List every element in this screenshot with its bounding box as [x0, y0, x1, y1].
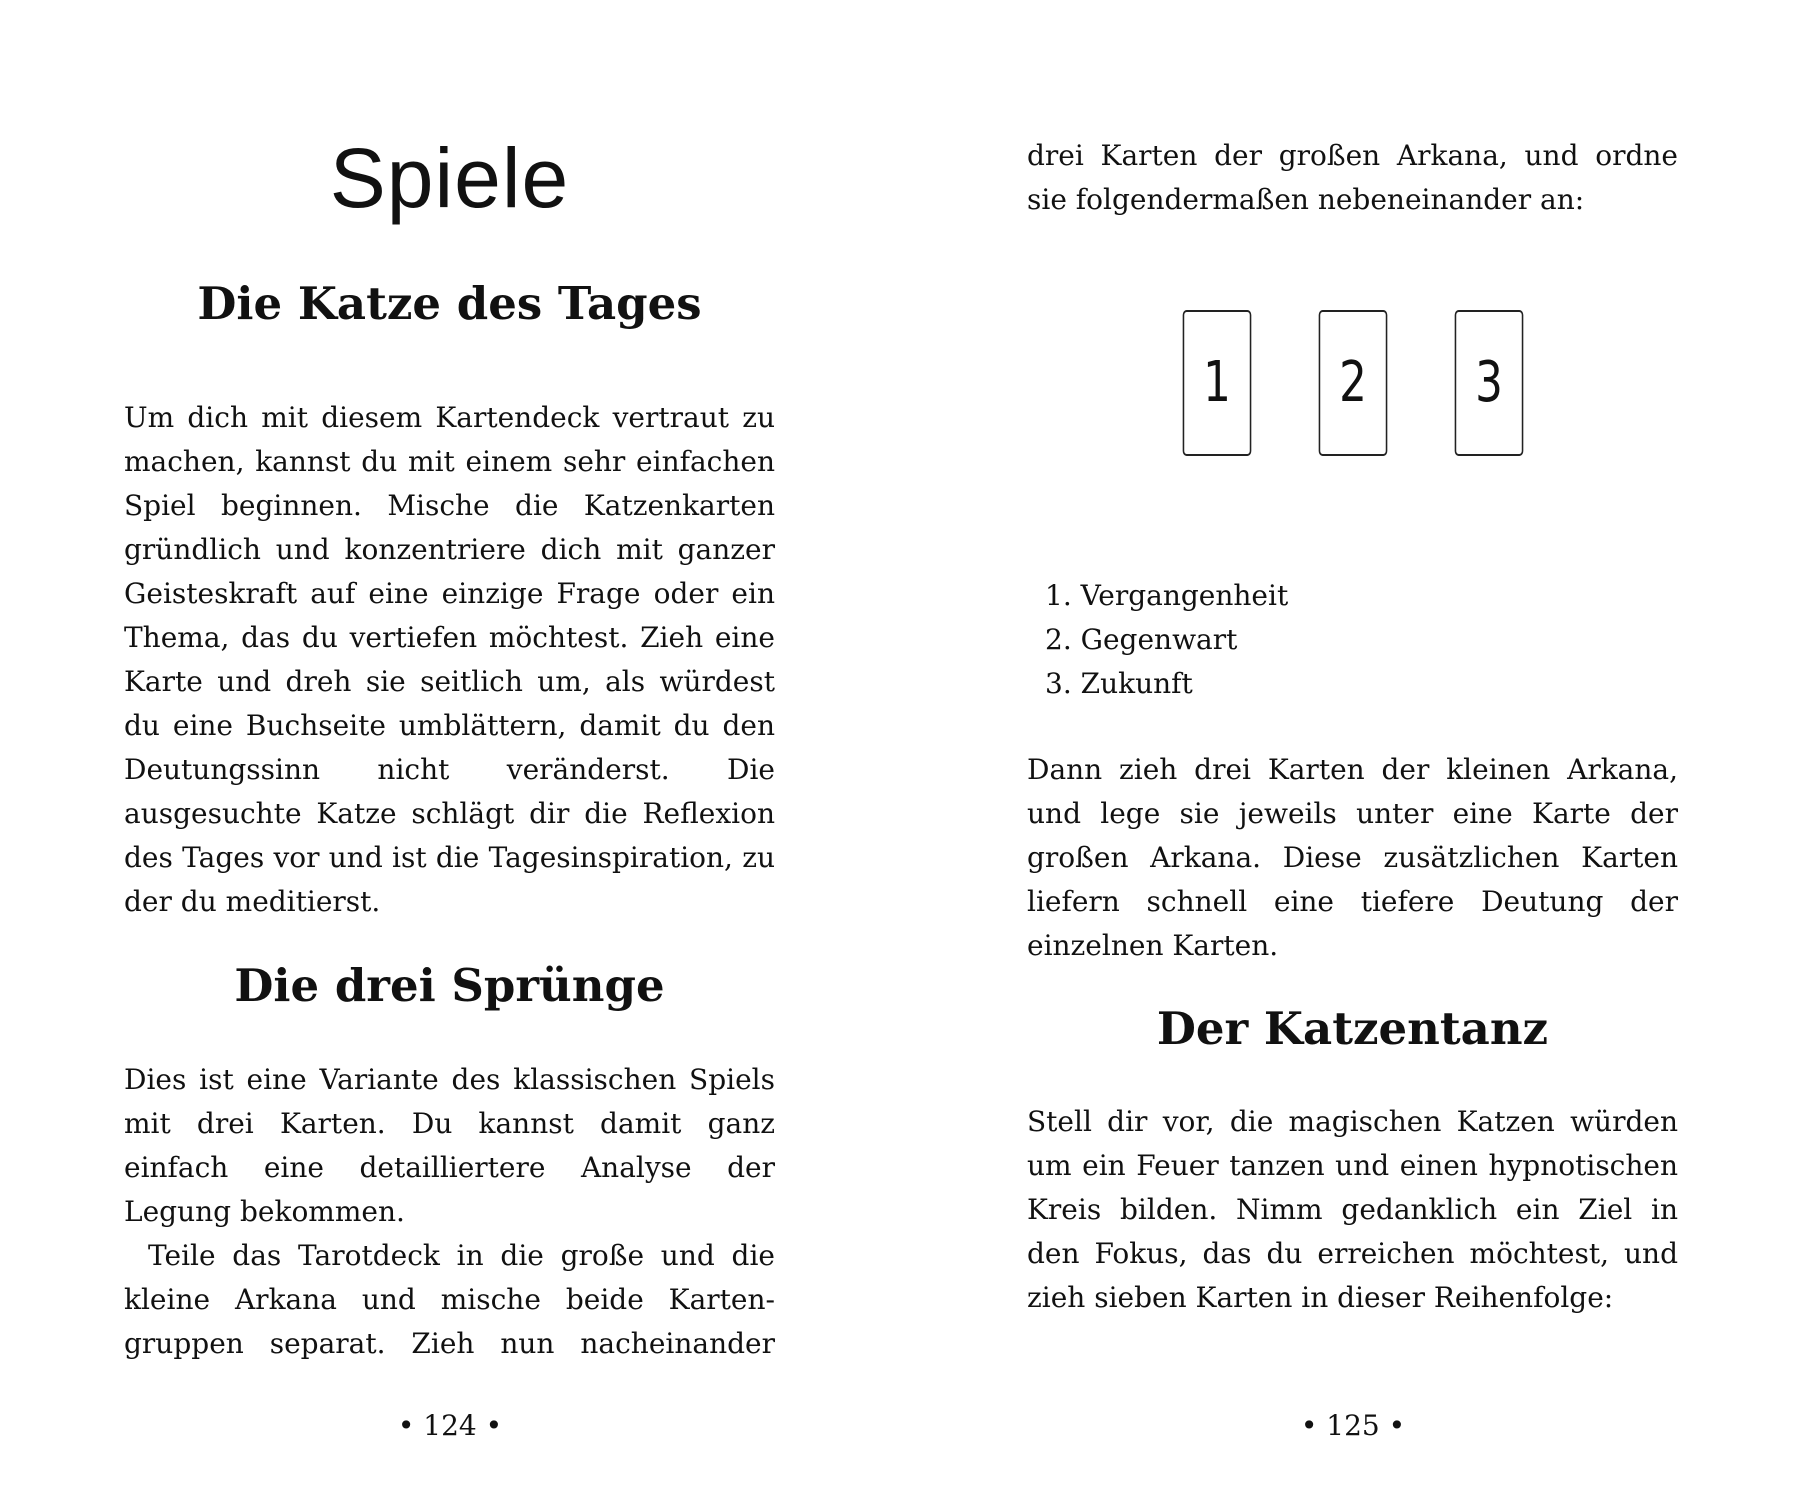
card-position-3: 3: [1455, 310, 1524, 456]
section-paragraph-drei-spruenge-2: Teile das Tarotdeck in die große und die kleine Arkana und mische beide Kartengruppen separat. Zieh nun nacheinander: [124, 1239, 775, 1360]
list-item: 3. Zukunft: [1045, 667, 1193, 700]
section-heading-katzentanz: Der Katzentanz: [1156, 1002, 1549, 1055]
position-meaning-list: [1045, 574, 1288, 706]
list-item: 2. Gegenwart: [1045, 623, 1238, 656]
section-paragraph-katze-des-tages: Um dich mit diesem Kartendeck vertraut zu machen, kannst du mit einem sehr einfachen Spiel beginnen. Mische die Katzenkarten gründlich und konzentriere dich mit ganzer Geisteskraft auf eine einzige Frage oder ein Thema, das du vertiefen möchtest. Zieh eine Karte und dreh sie seitlich um, als würdest du eine Buchseite umblättern, damit du den Deutungssinn nicht veränderst. Die ausgesuchte Katze schlägt dir die Reflexion des Tages vor und ist die Tagesinspiration, zu der du meditierst.: [124, 401, 775, 918]
list-item: 1. Vergangenheit: [1045, 579, 1289, 612]
paragraph-kleine-arkana: Dann zieh drei Karten der kleinen Arkana, und lege sie jeweils unter eine Karte der großen Arkana. Diese zusätzlichen Karten liefern schnell eine tiefere Deutung der einzelnen Karten.: [1027, 753, 1678, 962]
continuation-paragraph: drei Karten der großen Arkana, und ordne sie folgendermaßen nebeneinander an:: [1027, 139, 1678, 216]
card-position-1: 1: [1183, 310, 1252, 456]
chapter-title: Spiele: [329, 131, 570, 225]
section-paragraph-drei-spruenge-1: Dies ist eine Variante des klassischen Spiels mit drei Karten. Du kannst damit ganz einfach eine detailliertere Analyse der Legung bekommen.: [124, 1063, 775, 1228]
left-page: [0, 0, 897, 1500]
section-paragraph-katzentanz: Stell dir vor, die magischen Katzen würden um ein Feuer tanzen und einen hypnotischen Kreis bilden. Nimm gedanklich ein Ziel in den Fokus, das du erreichen möchtest, und zieh sieben Karten in dieser Reihenfolge:: [1027, 1105, 1678, 1314]
section-heading-katze-des-tages: Die Katze des Tages: [197, 277, 702, 330]
page-number-left: • 124 •: [397, 1409, 503, 1442]
section-heading-drei-spruenge: Die drei Sprünge: [234, 959, 665, 1012]
page-number-right: • 125 •: [1300, 1409, 1406, 1442]
card-spread-diagram: [1173, 310, 1537, 456]
card-position-2: 2: [1319, 310, 1388, 456]
